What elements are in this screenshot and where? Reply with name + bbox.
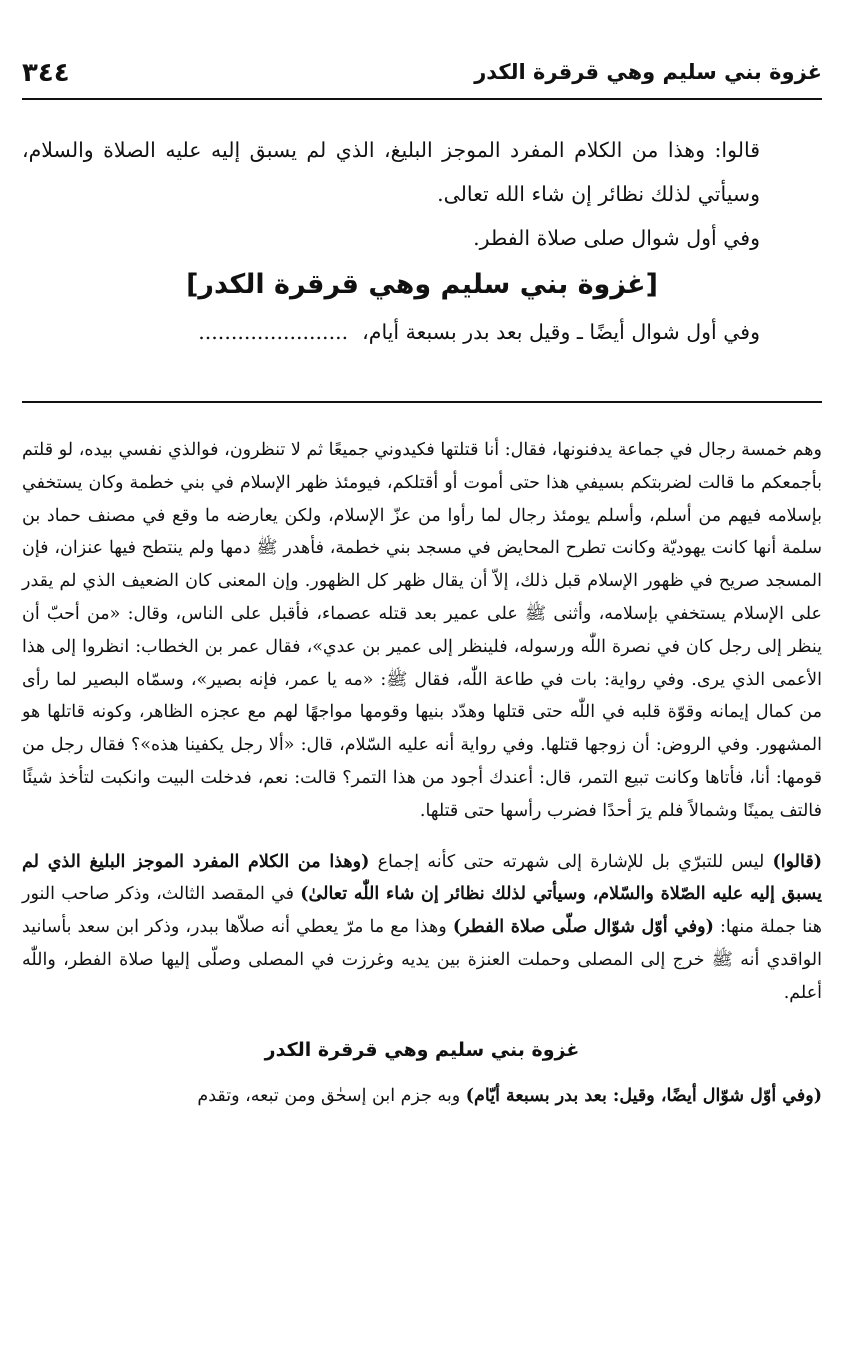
commentary-quote-2: (وفي أوّل شوّال صلّى صلاة الفطر)	[452, 917, 714, 938]
commentary-text-a: ليس للتبرّي بل للإشارة إلى شهرته حتى كأنه إجماع	[369, 851, 773, 872]
commentary-text-b: في المقصد الثالث، وذكر صاحب النور هنا جملة منها:	[22, 884, 822, 938]
main-paragraph-1: قالوا: وهذا من الكلام المفرد الموجز البليغ، الذي لم يسبق إليه عليه الصلاة والسلام، وسيأتي لذلك نظائر إن شاء الله تعالى.	[22, 138, 760, 206]
commentary-text-c: وهذا مع ما مرّ يعطي أنه صلاّها ببدر، وذكر ابن سعد بأسانيد الواقدي أنه ﷺ خرج إلى المصلى وحملت العنزة بين يديه وغرزت في المصلى وصلّى إليها صلاة الفطر، واللّٰه أعلم.	[22, 917, 822, 1003]
commentary-quote-3: (وفي أوّل شوّال أيضًا، وقيل: بعد بدر بسبعة أيّام)	[465, 1086, 822, 1107]
commentary-quote-1: (وهذا من الكلام المفرد الموجز البليغ الذي لم يسبق إليه عليه الصّلاة والسّلام، وسيأتي لذلك نظائر إن شاء اللّٰه تعالىٰ)	[22, 851, 822, 905]
commentary-section-title: غزوة بني سليم وهي قرقرة الكدر	[264, 1038, 580, 1061]
main-section-title: [غزوة بني سليم وهي قرقرة الكدر]	[186, 269, 658, 300]
running-title: غزوة بني سليم وهي قرقرة الكدر	[474, 60, 822, 84]
main-paragraph-2: وفي أول شوال صلى صلاة الفطر.	[473, 226, 760, 250]
commentary-paragraph-1: وهم خمسة رجال في جماعة يدفنونها، فقال: أنا قتلتها فكيدوني جميعًا ثم لا تنظرون، فوالذي نفسي بيده، لو قلتم بأجمعكم ما قالت لضربتكم بسيفي هذا حتى أموت أو أقتلكم، فيومئذ ظهر الإسلام في بني خطمة وكان يستخفي بإسلامه فيهم من أسلم، وأسلم يومئذ رجال لما رأوا من عزّ الإسلام، ولكن يعارضه ما وقع في مصنف حماد بن سلمة أنها كانت يهوديّة وكانت تطرح المحايض في مسجد بني خطمة، فأهدر ﷺ دمها ولم ينتطح فيها عنزان، فإن المسجد صريح في ظهور الإسلام قبل ذلك، إلاّ أن يقال ظهر كل الظهور. وإن المعنى كان الضعيف الذي لم يقدر على الإسلام يستخفي بإسلامه، وأثنى ﷺ على عمير بعد قتله عصماء، فأقبل على الناس، وقال: «من أحبّ أن ينظر إلى رجل كان في نصرة اللّٰه ورسوله، فلينظر إلى عمير بن عدي»، فقال عمر بن الخطاب: انظروا إلى هذا الأعمى الذي يرى. وفي رواية: بات في طاعة اللّٰه، فقال ﷺ: «مه يا عمر، فإنه بصير»، وسمّاه البصير لما رأى من كمال إيمانه وقوّة قلبه في اللّٰه حتى قتلها وهدّد بنيها وقومها مواجهًا لهم مع عجزه الظاهر، وكونه قاتلها هو المشهور. وفي الروض: أن زوجها قتلها. وفي رواية أنه عليه السّلام، قال: «ألا رجل يكفينا هذه»؟ فقال رجل من قومها: أنا، فأتاها وكانت تبيع التمر، قال: أعندك أجود من هذا التمر؟ قالت: نعم، فدخلت البيت وانكبت لتأخذ شيئًا فالتف يمينًا وشمالاً فلم يرَ أحدًا فضرب رأسها حتى قتلها.	[22, 440, 822, 821]
main-paragraph-3	[22, 310, 822, 354]
book-page	[22, 0, 822, 1359]
commentary-paragraph-3	[22, 1080, 822, 1113]
commentary-paragraph-2	[22, 846, 822, 1010]
commentary-text-d: وبه جزم ابن إسحٰق ومن تبعه، وتقدم	[197, 1086, 466, 1107]
main-text	[22, 128, 822, 354]
main-paragraph-3-text: وفي أول شوال أيضًا ـ وقيل بعد بدر بسبعة أيام،	[362, 320, 760, 344]
running-header	[22, 58, 822, 100]
commentary-text	[22, 434, 822, 1113]
continuation-dots: .......................	[198, 320, 349, 344]
footnote-divider	[22, 401, 822, 403]
commentary-lead: (قالوا)	[772, 851, 822, 872]
page-number: ٣٤٤	[22, 58, 70, 88]
